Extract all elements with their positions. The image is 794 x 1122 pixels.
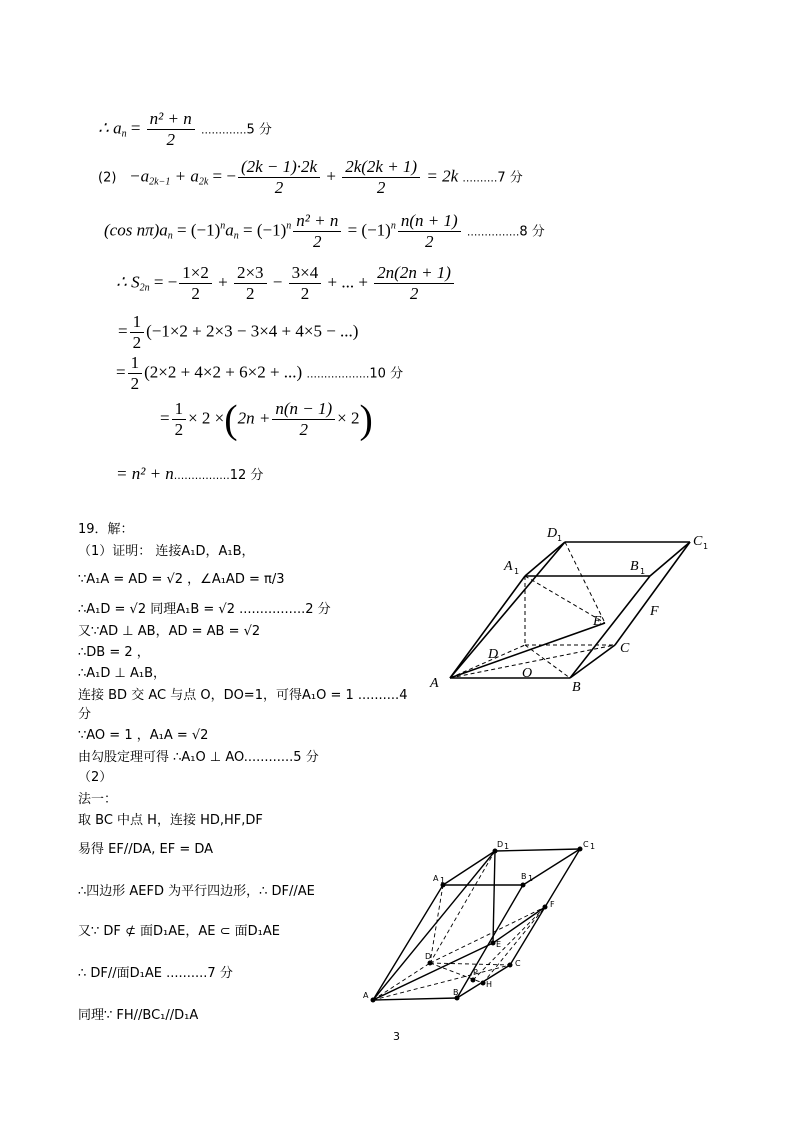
label-C1: C <box>583 840 589 849</box>
eq-cos: (cos $n\pi)a_n = (-1)^na_n = (-1)^n$ $\frac{\text{n² + n}}{2}$ = $(-1)^n$ $\frac{n(n + 1)}{2}$ ...............8 分 <box>104 211 545 251</box>
svg-text:1: 1 <box>557 534 563 543</box>
label-E: E <box>593 614 602 629</box>
page-number: 3 <box>393 1030 400 1043</box>
eq-step1: = $\frac{1}{2}$ (−1×2 + 2×3 − 3×4 + 4×5 − ...) <box>118 312 359 352</box>
eq-final: = n² + n................12 分 <box>116 464 264 483</box>
label-B1: B <box>630 559 639 574</box>
label-D1: D <box>497 840 504 849</box>
label-E: E <box>496 940 502 949</box>
proof-line: 法一： <box>78 792 118 807</box>
proof-line: ∴A₁D ⊥ A₁B， <box>78 666 166 681</box>
proof-line: 分 <box>78 707 92 722</box>
eq-s2n: ∴ $S_{2n}$ = − $\frac{1\times 2}{2}$ + $\frac{2\times 3}{2}$ − $\frac{3\times 4}{2}$ + ... + $\frac{2n(2n + 1)}{2}$ <box>116 264 456 303</box>
proof-line: ∵A₁A = AD = √2 ，∠A₁AD = π/3 <box>78 572 285 587</box>
label-F: F <box>650 604 659 619</box>
proof-line: ∵AO = 1 ，A₁A = √2 <box>78 728 209 743</box>
proof-line: ∴DB = 2 ， <box>78 645 150 660</box>
svg-text:1: 1 <box>514 567 520 576</box>
label-O: O <box>522 666 533 681</box>
proof-line: （2） <box>78 770 113 785</box>
parallelepiped-figure-2 <box>355 835 605 1015</box>
label-A1: A <box>504 559 513 574</box>
proof-line: 又∵AD ⊥ AB，AD = AB = √2 <box>78 624 261 639</box>
label-B: B <box>572 680 581 695</box>
label-D1: D <box>547 526 558 541</box>
proof-line: 取 BC 中点 H，连接 HD,HF,DF <box>78 813 263 828</box>
label-C: C <box>620 641 630 656</box>
proof-line: 易得 EF//DA, EF = DA <box>78 842 214 857</box>
eq-part2: (2) $-a_{2k-1} + a_{2k}$ = − $\frac{(2k - 1)\cdot 2k}{2}$ + $\frac{2k(2k + 1)}{2}$ = 2k ..........7 分 <box>98 157 523 197</box>
label-D: D <box>425 952 432 961</box>
proof-line: ∴四边形 AEFD 为平行四边形，∴ DF//AE <box>78 884 315 899</box>
eq-step3: = $\frac{1}{2}$ × 2 ×(2n + $\frac{n(n - 1)}{2}$ × 2) <box>160 396 373 442</box>
label-C1: C <box>693 534 703 549</box>
label-D: D <box>488 647 499 662</box>
svg-text:1: 1 <box>528 874 534 883</box>
proof-line: 由勾股定理可得 ∴A₁O ⊥ AO............5 分 <box>78 750 319 765</box>
label-A1: A <box>433 874 439 883</box>
problem-19-title: 19．解： <box>78 522 134 537</box>
label-P: P <box>473 968 478 977</box>
label-A: A <box>363 991 369 1000</box>
svg-text:1: 1 <box>640 567 646 576</box>
parallelepiped-figure-1 <box>420 515 709 700</box>
svg-text:1: 1 <box>590 842 596 851</box>
eq-step2: = $\frac{1}{2}$ (2×2 + 4×2 + 6×2 + ...) ..................10 分 <box>116 353 404 393</box>
svg-text:1: 1 <box>703 542 709 551</box>
proof-line: 又∵ DF ⊄ 面D₁AE，AE ⊂ 面D₁AE <box>78 924 280 939</box>
proof-line: （1）证明： 连接A₁D，A₁B， <box>78 544 255 559</box>
label-H: H <box>486 980 493 989</box>
svg-text:1: 1 <box>504 842 510 851</box>
label-B1: B <box>521 872 527 881</box>
svg-text:1: 1 <box>440 876 446 885</box>
label-A: A <box>430 676 439 691</box>
proof-line: 同理∵ FH//BC₁//D₁A <box>78 1008 199 1023</box>
label-F: F <box>550 900 555 909</box>
proof-line: 连接 BD 交 AC 与点 O，DO=1，可得A₁O = 1 ..........4 <box>78 688 408 703</box>
proof-line: ∴A₁D = √2 同理A₁B = √2 ................2 分 <box>78 602 331 617</box>
proof-line: ∴ DF//面D₁AE ..........7 分 <box>78 966 233 981</box>
label-B: B <box>453 988 459 997</box>
eq-an: ∴ $a_n$ = $\frac{\text{n² + n}}{2}$ .............5 分 <box>98 109 272 149</box>
label-C: C <box>515 959 521 968</box>
